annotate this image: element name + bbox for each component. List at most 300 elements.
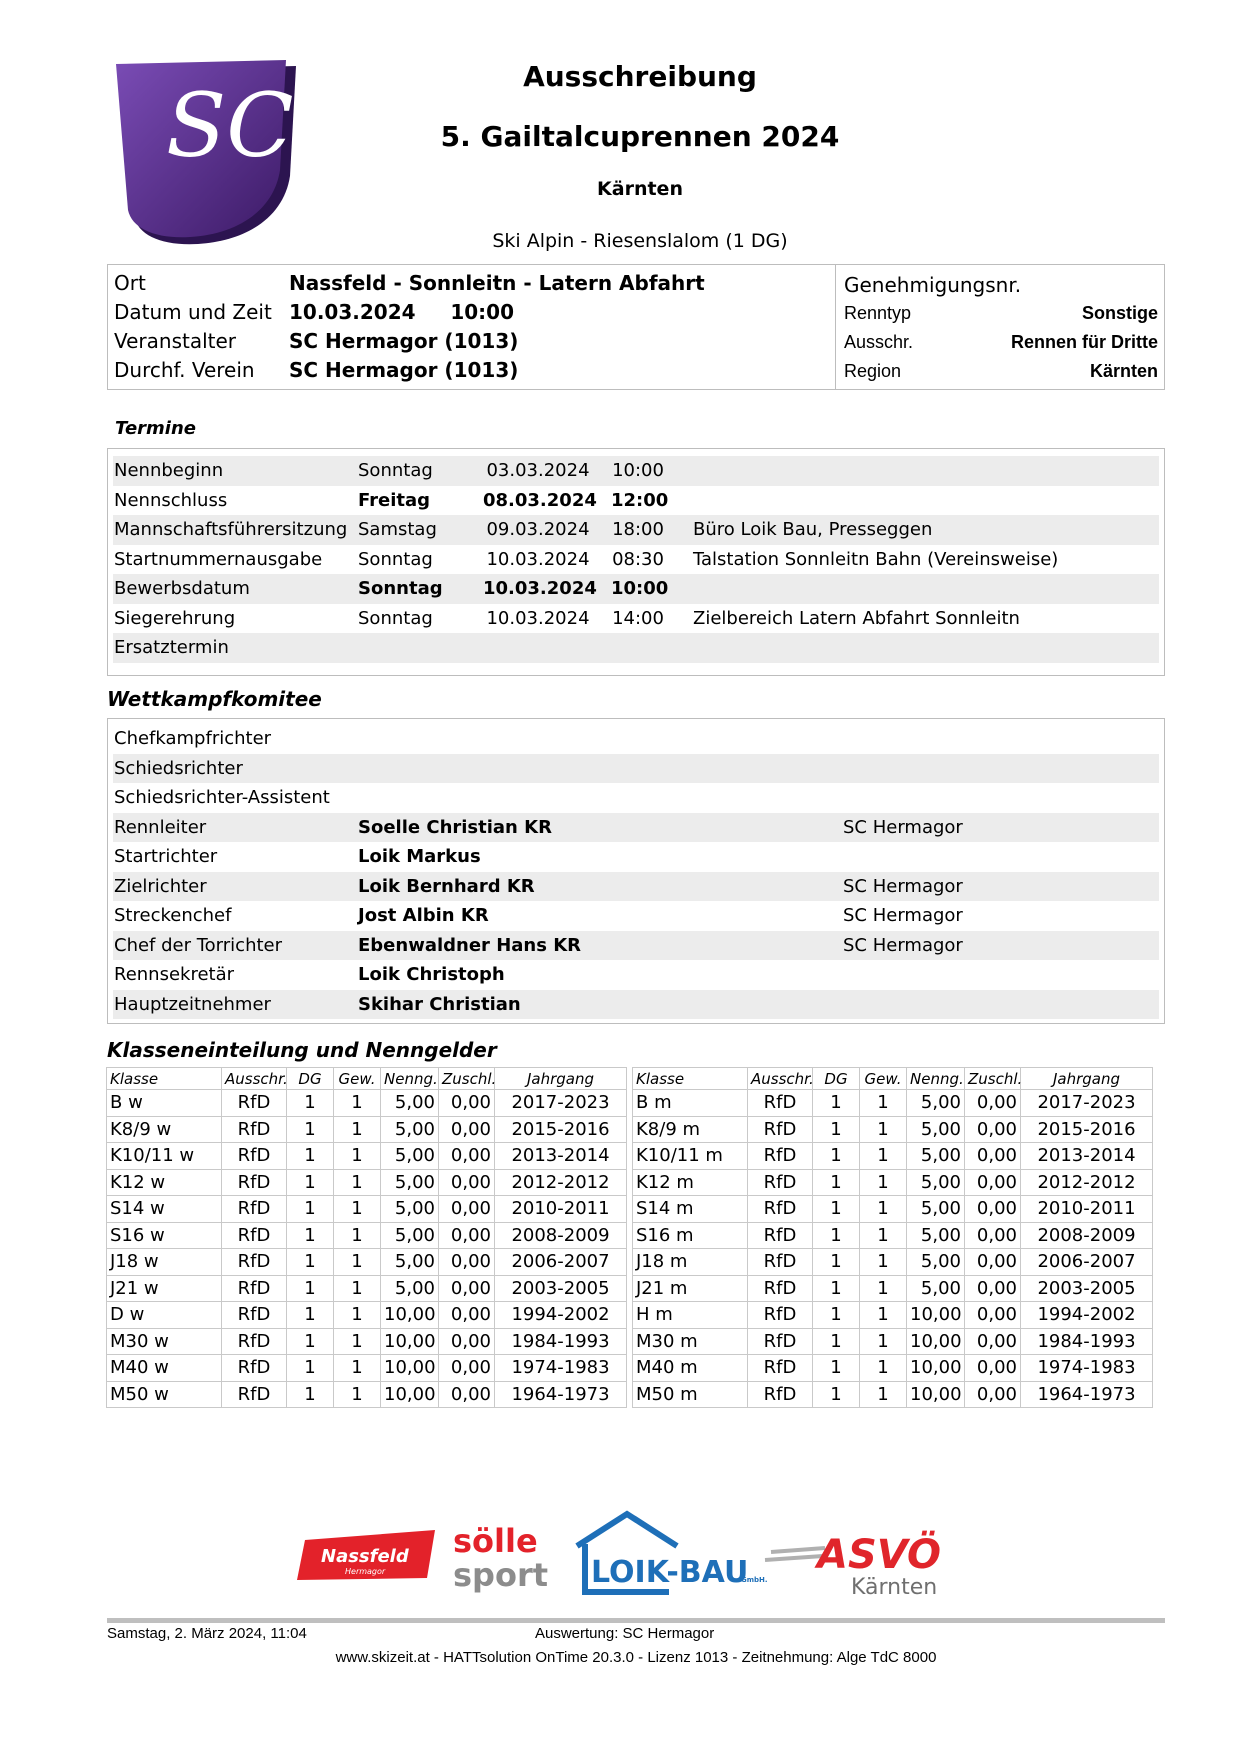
dg-cell: 1 [287,1355,334,1382]
klassen-row [633,1328,1153,1355]
termin-time: 10:00 [612,460,664,481]
klassen-row [107,1381,627,1408]
side-row-renntyp [844,299,1158,327]
zuschlag-cell: 0,00 [965,1169,1021,1196]
klassen-row [107,1169,627,1196]
klassen-row [633,1116,1153,1143]
klassen-table-women [106,1067,627,1408]
komitee-role: Zielrichter [114,875,207,897]
jahrgang-cell: 2017-2023 [1021,1090,1153,1117]
termin-name: Siegerehrung [114,607,236,629]
footer-auswertung: Auswertung: SC Hermagor [535,1625,715,1642]
zuschlag-cell: 0,00 [439,1169,495,1196]
gew-cell: 1 [860,1143,907,1170]
wettkampfkomitee-box [107,718,1165,1024]
komitee-role: Rennsekretär [114,964,235,985]
klassen-row [107,1249,627,1276]
dg-cell: 1 [287,1169,334,1196]
zuschlag-cell: 0,00 [439,1090,495,1117]
zuschlag-cell: 0,00 [965,1116,1021,1143]
dg-cell: 1 [287,1275,334,1302]
info-row-datum [114,298,514,326]
komitee-role: Chef der Torrichter [114,934,283,956]
nenngeld-cell: 5,00 [907,1143,965,1170]
dg-cell: 1 [813,1249,860,1276]
klassen-header-cell: Zuschl. [439,1068,495,1090]
zuschlag-cell: 0,00 [439,1116,495,1143]
info-row-ort [114,269,705,297]
loik-bau-logo [577,1514,768,1592]
klassen-header-cell: Klasse [633,1068,748,1090]
gew-cell: 1 [860,1222,907,1249]
genehmigung-label: Genehmigungsnr. [844,273,1022,297]
dg-cell: 1 [813,1222,860,1249]
svg-text:Hermagor: Hermagor [345,1567,386,1576]
sponsor-logos [295,1510,955,1600]
nenngeld-cell: 10,00 [907,1302,965,1329]
termin-row [113,486,1159,516]
komitee-name: Loik Christoph [358,964,505,985]
gew-cell: 1 [334,1328,381,1355]
ausschr-cell: RfD [748,1143,813,1170]
nenngeld-cell: 5,00 [907,1090,965,1117]
komitee-role: Rennleiter [114,816,207,838]
klasse-cell: M40 w [107,1355,222,1382]
event-info-box [107,264,1165,390]
info-value: Nassfeld - Sonnleitn - Latern Abfahrt [289,271,705,295]
info-divider [835,265,836,389]
klasse-cell: S14 w [107,1196,222,1223]
komitee-row [113,990,1159,1020]
komitee-name: Loik Bernhard KR [358,875,535,897]
zuschlag-cell: 0,00 [439,1222,495,1249]
termin-date: 08.03.2024 [483,489,597,511]
info-row-verein [114,356,518,384]
termin-date: 03.03.2024 [486,460,590,481]
document-title: Ausschreibung [523,60,757,93]
klasse-cell: M30 m [633,1328,748,1355]
dg-cell: 1 [813,1355,860,1382]
dg-cell: 1 [813,1169,860,1196]
klasse-cell: M40 m [633,1355,748,1382]
jahrgang-cell: 1964-1973 [495,1381,627,1408]
side-row-region [844,357,1158,385]
komitee-row [113,813,1159,843]
termin-day: Sonntag [358,460,433,481]
zuschlag-cell: 0,00 [965,1090,1021,1117]
klasse-cell: M50 m [633,1381,748,1408]
termin-row [113,574,1159,604]
klasse-cell: J21 w [107,1275,222,1302]
jahrgang-cell: 2006-2007 [495,1249,627,1276]
ausschr-cell: RfD [748,1116,813,1143]
termin-place: Zielbereich Latern Abfahrt Sonnleitn [693,607,1020,629]
ausschr-cell: RfD [748,1302,813,1329]
svg-text:Kärnten: Kärnten [851,1575,938,1600]
ausschr-cell: RfD [222,1090,287,1117]
klassen-header-cell: Jahrgang [495,1068,627,1090]
zuschlag-cell: 0,00 [439,1328,495,1355]
jahrgang-cell: 2008-2009 [1021,1222,1153,1249]
gew-cell: 1 [860,1196,907,1223]
svg-text:sport: sport [453,1556,549,1594]
zuschlag-cell: 0,00 [965,1381,1021,1408]
nenngeld-cell: 5,00 [381,1116,439,1143]
nenngeld-cell: 5,00 [381,1222,439,1249]
jahrgang-cell: 2012-2012 [1021,1169,1153,1196]
klasse-cell: M30 w [107,1328,222,1355]
nenngeld-cell: 10,00 [381,1328,439,1355]
klassen-row [633,1355,1153,1382]
discipline-subtitle: Ski Alpin - Riesenslalom (1 DG) [492,230,788,252]
zuschlag-cell: 0,00 [965,1275,1021,1302]
termin-day: Sonntag [358,578,443,599]
klassen-header-cell: Zuschl. [965,1068,1021,1090]
klassen-row [107,1328,627,1355]
komitee-club: SC Hermagor [843,934,963,956]
gew-cell: 1 [860,1169,907,1196]
klasse-cell: K8/9 m [633,1116,748,1143]
dg-cell: 1 [287,1143,334,1170]
footer-date: Samstag, 2. März 2024, 11:04 [107,1625,307,1642]
komitee-row [113,724,1159,754]
klassen-header-cell: Ausschr. [748,1068,813,1090]
zuschlag-cell: 0,00 [965,1143,1021,1170]
dg-cell: 1 [813,1381,860,1408]
jahrgang-cell: 2015-2016 [495,1116,627,1143]
ausschr-cell: RfD [222,1328,287,1355]
gew-cell: 1 [860,1249,907,1276]
termin-day: Sonntag [358,607,433,629]
klassen-row [633,1090,1153,1117]
klasse-cell: S16 m [633,1222,748,1249]
side-label: Region [844,360,902,381]
ausschr-cell: RfD [222,1169,287,1196]
side-row-ausschr [844,328,1158,356]
sc-hermagor-logo [108,56,371,248]
klasse-cell: D w [107,1302,222,1329]
klassen-row [107,1222,627,1249]
klasse-cell: J21 m [633,1275,748,1302]
komitee-name: Jost Albin KR [358,905,489,926]
jahrgang-cell: 2010-2011 [1021,1196,1153,1223]
ausschr-cell: RfD [222,1116,287,1143]
termin-time: 12:00 [611,489,669,511]
nenngeld-cell: 5,00 [907,1196,965,1223]
termin-date: 09.03.2024 [486,519,590,540]
dg-cell: 1 [287,1196,334,1223]
dg-cell: 1 [813,1090,860,1117]
komitee-name: Soelle Christian KR [358,816,552,838]
klassen-title: Klasseneinteilung und Nenngelder [107,1038,497,1062]
jahrgang-cell: 2017-2023 [495,1090,627,1117]
logo-text: SCH [166,74,371,177]
komitee-role: Schiedsrichter-Assistent [114,787,330,808]
klasse-cell: K10/11 w [107,1143,222,1170]
klasse-cell: K10/11 m [633,1143,748,1170]
nenngeld-cell: 5,00 [907,1275,965,1302]
gew-cell: 1 [860,1275,907,1302]
jahrgang-cell: 1984-1993 [1021,1328,1153,1355]
komitee-role: Streckenchef [114,905,232,926]
ausschr-cell: RfD [748,1328,813,1355]
side-label: Renntyp [844,302,912,323]
dg-cell: 1 [287,1381,334,1408]
termin-day: Samstag [358,519,437,540]
ausschr-cell: RfD [748,1381,813,1408]
termin-place: Büro Loik Bau, Presseggen [693,519,933,540]
termin-time: 18:00 [612,519,664,540]
ausschr-cell: RfD [748,1355,813,1382]
jahrgang-cell: 2008-2009 [495,1222,627,1249]
klassen-row [633,1169,1153,1196]
svg-text:sölle: sölle [453,1522,538,1560]
gew-cell: 1 [860,1302,907,1329]
gew-cell: 1 [860,1381,907,1408]
termin-row [113,456,1159,486]
termine-title: Termine [115,418,196,439]
ausschr-cell: RfD [222,1302,287,1329]
klasse-cell: K8/9 w [107,1116,222,1143]
ausschr-cell: RfD [222,1143,287,1170]
gew-cell: 1 [860,1116,907,1143]
info-label: Ort [114,271,146,295]
termin-name: Bewerbsdatum [114,578,250,599]
ausschr-cell: RfD [748,1090,813,1117]
ausschr-cell: RfD [748,1222,813,1249]
komitee-club: SC Hermagor [843,905,963,926]
dg-cell: 1 [287,1328,334,1355]
nenngeld-cell: 5,00 [381,1143,439,1170]
zuschlag-cell: 0,00 [439,1355,495,1382]
termin-place: Talstation Sonnleitn Bahn (Vereinsweise) [693,548,1059,570]
dg-cell: 1 [287,1302,334,1329]
gew-cell: 1 [334,1116,381,1143]
info-label: Datum und Zeit [114,300,272,324]
zuschlag-cell: 0,00 [439,1143,495,1170]
klassen-header-cell: Nenng. [381,1068,439,1090]
zuschlag-cell: 0,00 [965,1222,1021,1249]
klasse-cell: K12 m [633,1169,748,1196]
jahrgang-cell: 2013-2014 [1021,1143,1153,1170]
info-value: SC Hermagor (1013) [289,329,519,353]
termin-name: Nennschluss [114,489,228,511]
termin-time: 14:00 [612,607,664,629]
dg-cell: 1 [813,1196,860,1223]
klassen-row [107,1090,627,1117]
komitee-row [113,842,1159,872]
klassen-row [107,1302,627,1329]
termin-name: Nennbeginn [114,460,224,481]
nenngeld-cell: 10,00 [907,1381,965,1408]
wettkampfkomitee-title: Wettkampfkomitee [107,687,322,711]
nenngeld-cell: 10,00 [381,1355,439,1382]
komitee-role: Startrichter [114,846,218,867]
termin-day: Sonntag [358,548,433,570]
klasse-cell: H m [633,1302,748,1329]
termin-date: 10.03.2024 [486,548,590,570]
ausschr-cell: RfD [748,1169,813,1196]
dg-cell: 1 [813,1328,860,1355]
klassen-row [633,1143,1153,1170]
footer-credits: www.skizeit.at - HATTsolution OnTime 20.3.0 - Lizenz 1013 - Zeitnehmung: Alge TdC 8000 [335,1649,937,1666]
nenngeld-cell: 5,00 [381,1249,439,1276]
nenngeld-cell: 5,00 [907,1116,965,1143]
dg-cell: 1 [287,1249,334,1276]
komitee-row [113,931,1159,961]
jahrgang-cell: 1994-2002 [1021,1302,1153,1329]
ausschr-cell: RfD [222,1355,287,1382]
nenngeld-cell: 5,00 [907,1169,965,1196]
komitee-role: Schiedsrichter [114,757,243,779]
klassen-table-men [632,1067,1153,1408]
termin-row [113,604,1159,634]
soelle-sport-logo [453,1522,548,1594]
zuschlag-cell: 0,00 [965,1328,1021,1355]
nenngeld-cell: 5,00 [381,1169,439,1196]
komitee-role: Hauptzeitnehmer [114,993,271,1015]
zuschlag-cell: 0,00 [439,1381,495,1408]
ausschr-cell: RfD [222,1222,287,1249]
dg-cell: 1 [287,1116,334,1143]
klassen-row [633,1275,1153,1302]
gew-cell: 1 [334,1169,381,1196]
klasse-cell: S16 w [107,1222,222,1249]
jahrgang-cell: 1974-1983 [1021,1355,1153,1382]
info-row-veranstalter [114,327,518,355]
nenngeld-cell: 10,00 [381,1381,439,1408]
klassen-header-cell: Gew. [334,1068,381,1090]
jahrgang-cell: 1984-1993 [495,1328,627,1355]
termin-row [113,633,1159,663]
ausschr-cell: RfD [222,1381,287,1408]
info-value: 10.03.2024 10:00 [289,300,514,324]
jahrgang-cell: 2010-2011 [495,1196,627,1223]
nenngeld-cell: 10,00 [381,1302,439,1329]
zuschlag-cell: 0,00 [965,1355,1021,1382]
gew-cell: 1 [334,1222,381,1249]
komitee-role: Chefkampfrichter [114,728,272,749]
klassen-row [633,1381,1153,1408]
komitee-name: Loik Markus [358,846,481,867]
gew-cell: 1 [334,1381,381,1408]
dg-cell: 1 [287,1222,334,1249]
komitee-club: SC Hermagor [843,816,963,838]
zuschlag-cell: 0,00 [439,1302,495,1329]
jahrgang-cell: 2015-2016 [1021,1116,1153,1143]
info-label: Durchf. Verein [114,358,255,382]
jahrgang-cell: 2012-2012 [495,1169,627,1196]
komitee-row [113,901,1159,931]
gew-cell: 1 [860,1355,907,1382]
klassen-row [633,1196,1153,1223]
klasse-cell: B m [633,1090,748,1117]
zuschlag-cell: 0,00 [439,1249,495,1276]
klasse-cell: J18 w [107,1249,222,1276]
gew-cell: 1 [334,1275,381,1302]
klasse-cell: B w [107,1090,222,1117]
klassen-row [107,1196,627,1223]
footer-divider [107,1618,1165,1623]
termine-box [107,448,1165,676]
jahrgang-cell: 2006-2007 [1021,1249,1153,1276]
svg-text:Nassfeld: Nassfeld [321,1546,409,1567]
klassen-header-cell: Jahrgang [1021,1068,1153,1090]
dg-cell: 1 [813,1116,860,1143]
komitee-name: Skihar Christian [358,993,521,1015]
jahrgang-cell: 1994-2002 [495,1302,627,1329]
nenngeld-cell: 5,00 [907,1222,965,1249]
ausschr-cell: RfD [748,1196,813,1223]
klassen-header-cell: DG [813,1068,860,1090]
klassen-header-cell: Gew. [860,1068,907,1090]
klassen-row [107,1355,627,1382]
gew-cell: 1 [334,1090,381,1117]
klassen-row [107,1275,627,1302]
nenngeld-cell: 5,00 [381,1196,439,1223]
side-value: Kärnten [1089,360,1158,381]
nenngeld-cell: 5,00 [381,1275,439,1302]
jahrgang-cell: 1974-1983 [495,1355,627,1382]
klassen-header-cell: Nenng. [907,1068,965,1090]
side-value: Rennen für Dritte [1010,331,1158,352]
gew-cell: 1 [860,1328,907,1355]
gew-cell: 1 [334,1302,381,1329]
komitee-row [113,960,1159,990]
komitee-row [113,872,1159,902]
ausschr-cell: RfD [222,1249,287,1276]
klassen-header-cell: Ausschr. [222,1068,287,1090]
termin-time: 10:00 [611,578,669,599]
jahrgang-cell: 2003-2005 [1021,1275,1153,1302]
termin-date: 10.03.2024 [486,607,590,629]
klassen-row [633,1249,1153,1276]
gew-cell: 1 [334,1355,381,1382]
termin-day: Freitag [358,489,431,511]
info-label: Veranstalter [114,329,237,353]
klassen-row [633,1222,1153,1249]
zuschlag-cell: 0,00 [965,1249,1021,1276]
nenngeld-cell: 5,00 [907,1249,965,1276]
termin-date: 10.03.2024 [483,578,597,599]
gew-cell: 1 [334,1249,381,1276]
klassen-header-cell: Klasse [107,1068,222,1090]
dg-cell: 1 [813,1302,860,1329]
region-title: Kärnten [597,178,683,200]
svg-text:LOIK-BAU: LOIK-BAU [591,1555,749,1590]
termin-name: Mannschaftsführersitzung [114,519,348,540]
info-value: SC Hermagor (1013) [289,358,519,382]
klassen-row [107,1116,627,1143]
event-title: 5. Gailtalcuprennen 2024 [440,120,840,153]
termin-time: 08:30 [612,548,664,570]
ausschr-cell: RfD [222,1196,287,1223]
termin-name: Ersatztermin [114,637,229,658]
klassen-header-cell: DG [287,1068,334,1090]
svg-text:ASVÖ: ASVÖ [817,1532,942,1578]
klasse-cell: K12 w [107,1169,222,1196]
gew-cell: 1 [860,1090,907,1117]
termin-row [113,545,1159,575]
klassen-header-row [107,1068,627,1090]
zuschlag-cell: 0,00 [965,1196,1021,1223]
ausschr-cell: RfD [748,1249,813,1276]
nenngeld-cell: 10,00 [907,1328,965,1355]
termin-row [113,515,1159,545]
jahrgang-cell: 1964-1973 [1021,1381,1153,1408]
komitee-name: Ebenwaldner Hans KR [358,934,582,956]
zuschlag-cell: 0,00 [439,1275,495,1302]
